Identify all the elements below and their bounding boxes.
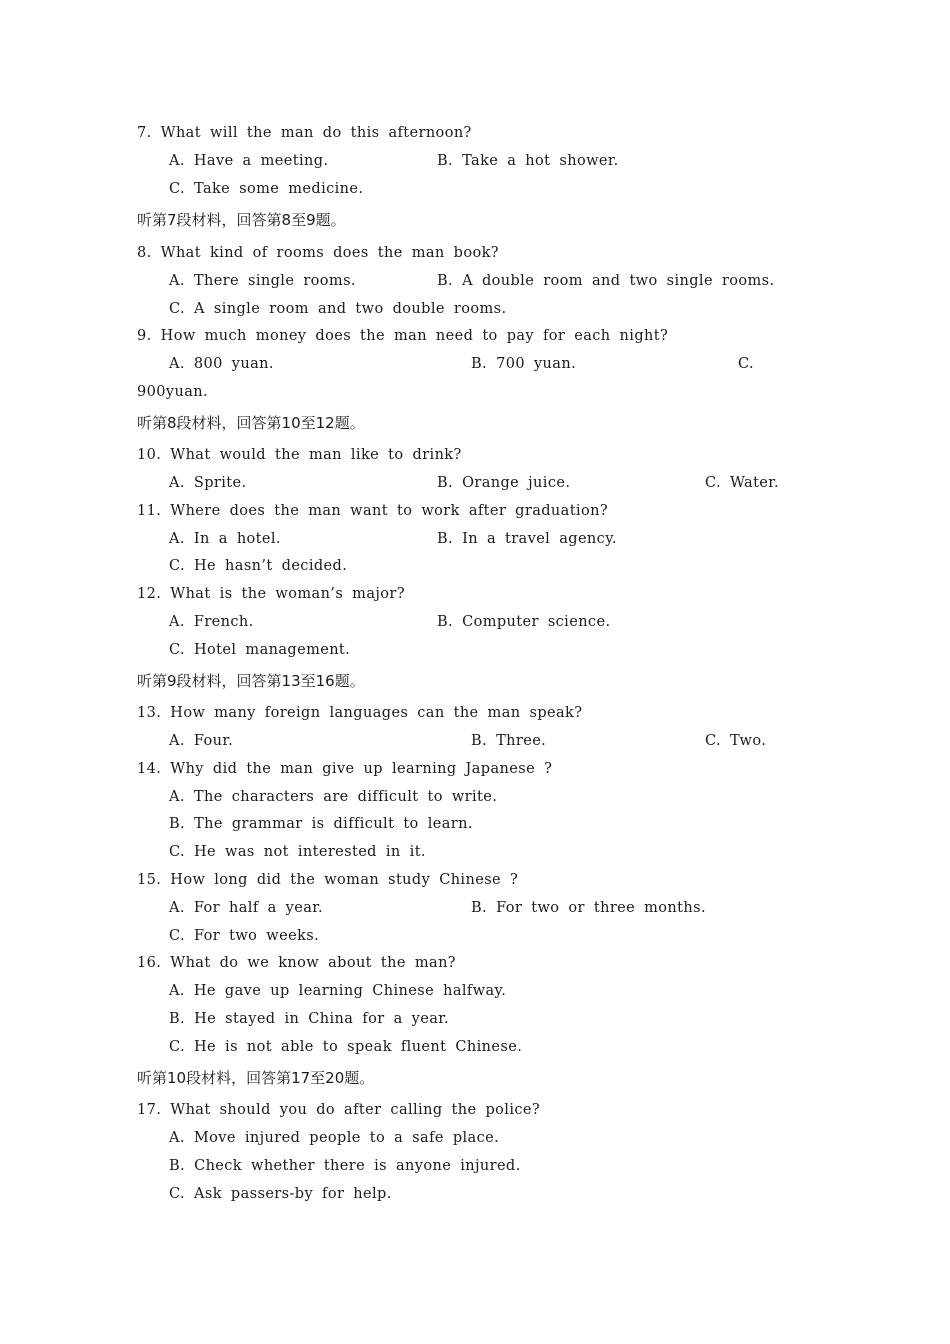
question-7-option-c: C. Take some medicine. (169, 181, 364, 197)
question-8-stem: 8. What kind of rooms does the man book? (137, 245, 499, 261)
question-10-option-b: B. Orange juice. (437, 475, 571, 491)
question-12-option-a: A. French. (169, 614, 254, 630)
question-10-stem: 10. What would the man like to drink? (137, 447, 462, 463)
question-9-stem: 9. How much money does the man need to pay for each night? (137, 328, 669, 344)
question-7-option-b: B. Take a hot shower. (437, 153, 619, 169)
question-14-option-a: A. The characters are difficult to write. (169, 789, 498, 805)
question-11-option-c: C. He hasn’t decided. (169, 558, 348, 574)
question-13-option-b: B. Three. (471, 733, 547, 749)
section-heading-8: 听第8段材料，回答第10至12题。 (137, 414, 365, 432)
question-11-option-a: A. In a hotel. (169, 531, 281, 547)
question-13-option-c: C. Two. (705, 733, 767, 749)
section-heading-10: 听第10段材料，回答第17至20题。 (137, 1069, 375, 1087)
question-7-option-a: A. Have a meeting. (169, 153, 329, 169)
question-16-option-a: A. He gave up learning Chinese halfway. (169, 983, 507, 999)
question-16-stem: 16. What do we know about the man? (137, 955, 456, 971)
question-12-stem: 12. What is the woman’s major? (137, 586, 405, 602)
question-14-option-b: B. The grammar is difficult to learn. (169, 816, 473, 832)
question-14-option-c: C. He was not interested in it. (169, 844, 426, 860)
question-17-stem: 17. What should you do after calling the police? (137, 1102, 541, 1118)
question-8-option-b: B. A double room and two single rooms. (437, 273, 775, 289)
question-12-option-c: C. Hotel management. (169, 642, 351, 658)
question-8-option-a: A. There single rooms. (169, 273, 356, 289)
question-15-option-c: C. For two weeks. (169, 928, 320, 944)
question-9-option-b: B. 700 yuan. (471, 356, 577, 372)
section-heading-9: 听第9段材料，回答第13至16题。 (137, 672, 365, 690)
question-7-stem: 7. What will the man do this afternoon? (137, 125, 472, 141)
question-9-option-c-text: 900yuan. (137, 384, 208, 400)
question-9-option-c-label: C. (738, 356, 754, 372)
question-14-stem: 14. Why did the man give up learning Japanese ? (137, 761, 553, 777)
question-17-option-c: C. Ask passers-by for help. (169, 1186, 392, 1202)
question-15-option-a: A. For half a year. (169, 900, 324, 916)
question-10-option-c: C. Water. (705, 475, 780, 491)
question-13-stem: 13. How many foreign languages can the man speak? (137, 705, 583, 721)
question-12-option-b: B. Computer science. (437, 614, 611, 630)
question-11-stem: 11. Where does the man want to work after graduation? (137, 503, 609, 519)
question-17-option-b: B. Check whether there is anyone injured. (169, 1158, 521, 1174)
section-heading-7: 听第7段材料，回答第8至9题。 (137, 211, 346, 229)
question-10-option-a: A. Sprite. (169, 475, 247, 491)
question-17-option-a: A. Move injured people to a safe place. (169, 1130, 500, 1146)
question-16-option-c: C. He is not able to speak fluent Chinese. (169, 1039, 523, 1055)
question-15-stem: 15. How long did the woman study Chinese ? (137, 872, 519, 888)
question-16-option-b: B. He stayed in China for a year. (169, 1011, 449, 1027)
question-8-option-c: C. A single room and two double rooms. (169, 301, 507, 317)
question-15-option-b: B. For two or three months. (471, 900, 706, 916)
question-13-option-a: A. Four. (169, 733, 234, 749)
question-11-option-b: B. In a travel agency. (437, 531, 617, 547)
question-9-option-a: A. 800 yuan. (169, 356, 274, 372)
